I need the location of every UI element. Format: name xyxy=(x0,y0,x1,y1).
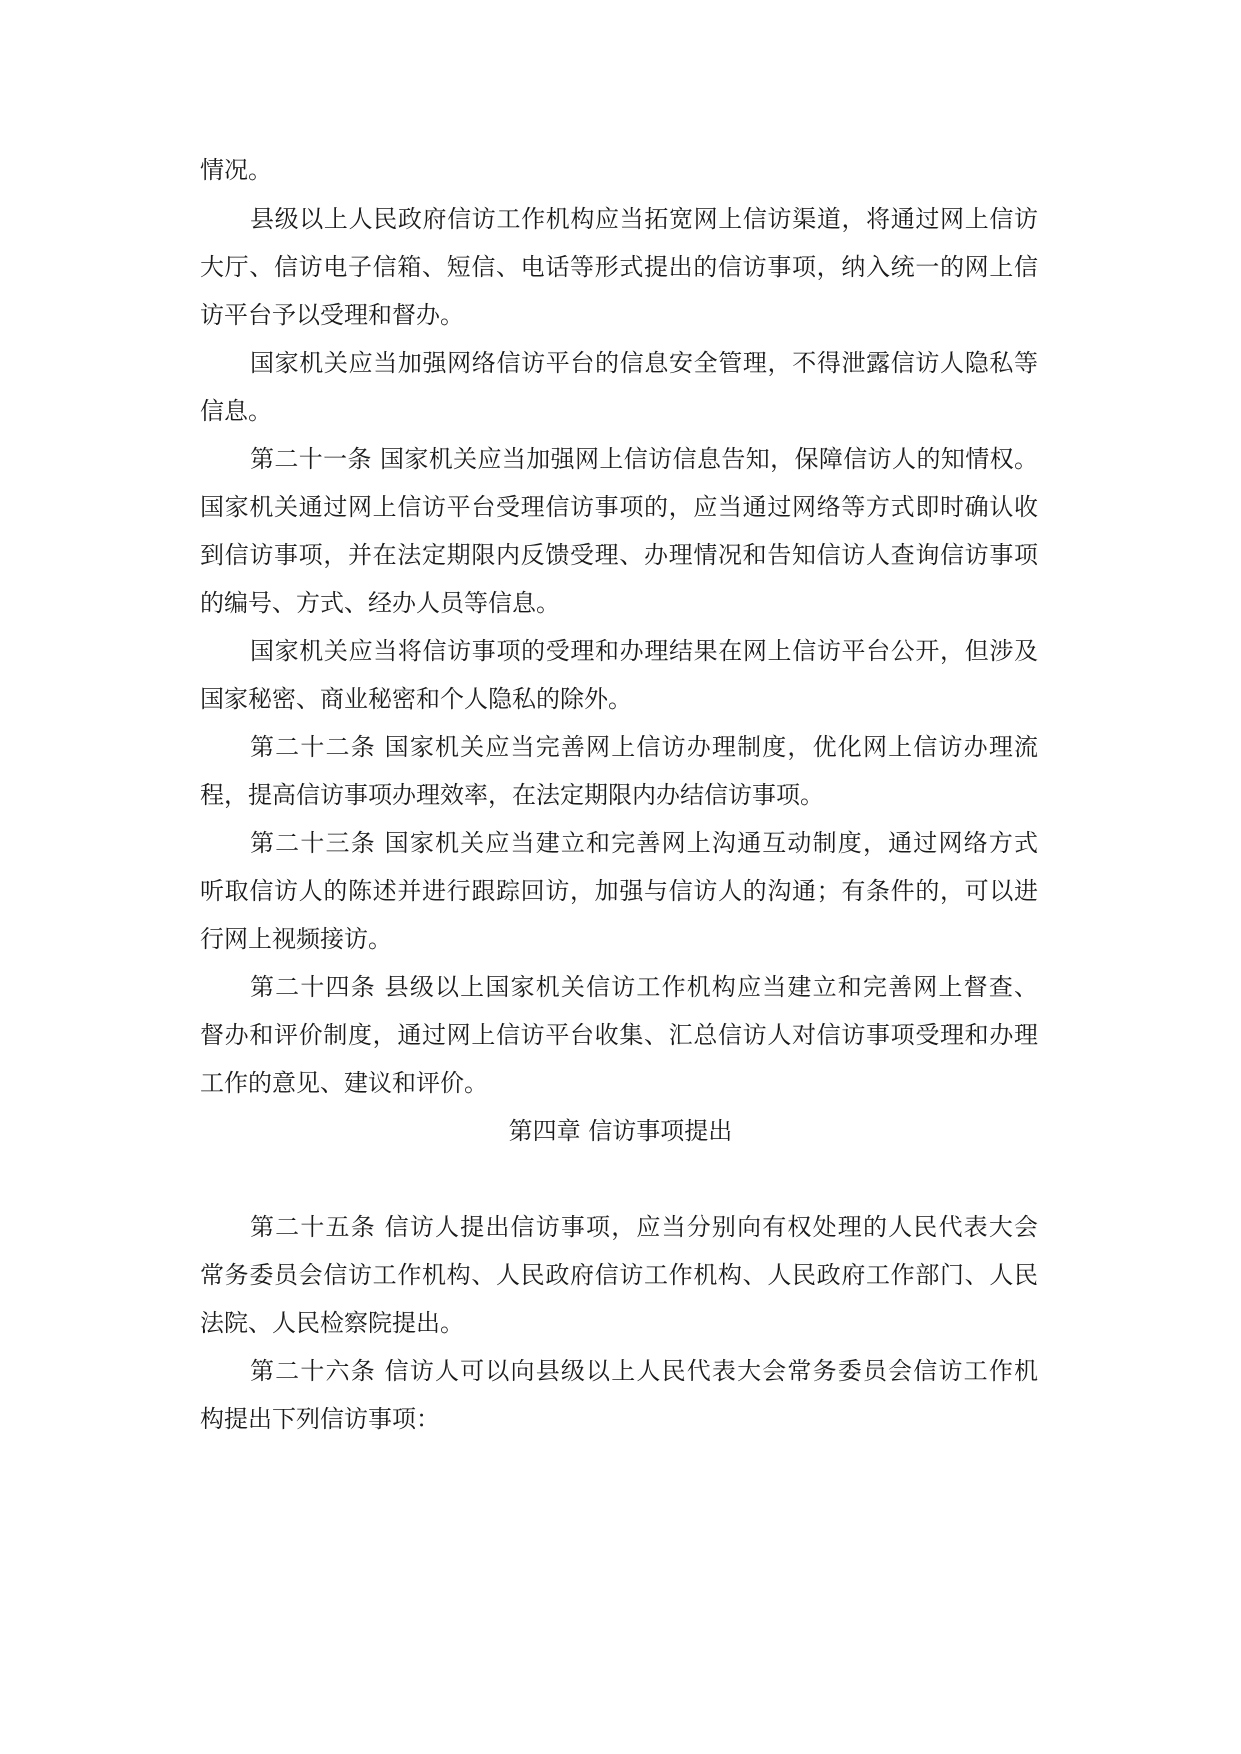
text-line: 国家机关应当将信访事项的受理和办理结果在网上信访平台公开，但涉及 xyxy=(250,637,1038,665)
text-line: 国家秘密、商业秘密和个人隐私的除外。 xyxy=(200,685,632,713)
text-line: 行网上视频接访。 xyxy=(200,925,392,953)
text-line: 第二十一条 国家机关应当加强网上信访信息告知，保障信访人的知情权。 xyxy=(250,445,1038,473)
text-line: 信息。 xyxy=(200,397,272,425)
text-line: 督办和评价制度，通过网上信访平台收集、汇总信访人对信访事项受理和办理 xyxy=(200,1021,1038,1049)
chapter-heading: 第四章 信访事项提出 xyxy=(508,1117,733,1145)
text-line: 国家机关通过网上信访平台受理信访事项的，应当通过网络等方式即时确认收 xyxy=(200,493,1038,521)
text-line: 大厅、信访电子信箱、短信、电话等形式提出的信访事项，纳入统一的网上信 xyxy=(200,253,1038,281)
text-line: 的编号、方式、经办人员等信息。 xyxy=(200,589,560,617)
text-line: 构提出下列信访事项： xyxy=(200,1405,440,1433)
text-line: 县级以上人民政府信访工作机构应当拓宽网上信访渠道，将通过网上信访 xyxy=(250,205,1038,233)
text-line: 常务委员会信访工作机构、人民政府信访工作机构、人民政府工作部门、人民 xyxy=(200,1261,1038,1289)
text-line: 第二十二条 国家机关应当完善网上信访办理制度，优化网上信访办理流 xyxy=(250,733,1038,761)
text-line: 法院、人民检察院提出。 xyxy=(200,1309,464,1337)
text-line: 国家机关应当加强网络信访平台的信息安全管理，不得泄露信访人隐私等 xyxy=(250,349,1038,377)
text-line: 第二十四条 县级以上国家机关信访工作机构应当建立和完善网上督查、 xyxy=(250,973,1038,1001)
text-line: 程，提高信访事项办理效率，在法定期限内办结信访事项。 xyxy=(200,781,824,809)
text-line: 到信访事项，并在法定期限内反馈受理、办理情况和告知信访人查询信访事项 xyxy=(200,541,1038,569)
text-line: 访平台予以受理和督办。 xyxy=(200,301,464,329)
text-line: 第二十三条 国家机关应当建立和完善网上沟通互动制度，通过网络方式 xyxy=(250,829,1038,857)
text-line: 第二十六条 信访人可以向县级以上人民代表大会常务委员会信访工作机 xyxy=(250,1357,1038,1385)
text-line: 工作的意见、建议和评价。 xyxy=(200,1069,488,1097)
text-line: 第二十五条 信访人提出信访事项，应当分别向有权处理的人民代表大会 xyxy=(250,1213,1038,1241)
text-line: 情况。 xyxy=(200,156,272,184)
text-line: 听取信访人的陈述并进行跟踪回访，加强与信访人的沟通；有条件的，可以进 xyxy=(200,877,1038,905)
